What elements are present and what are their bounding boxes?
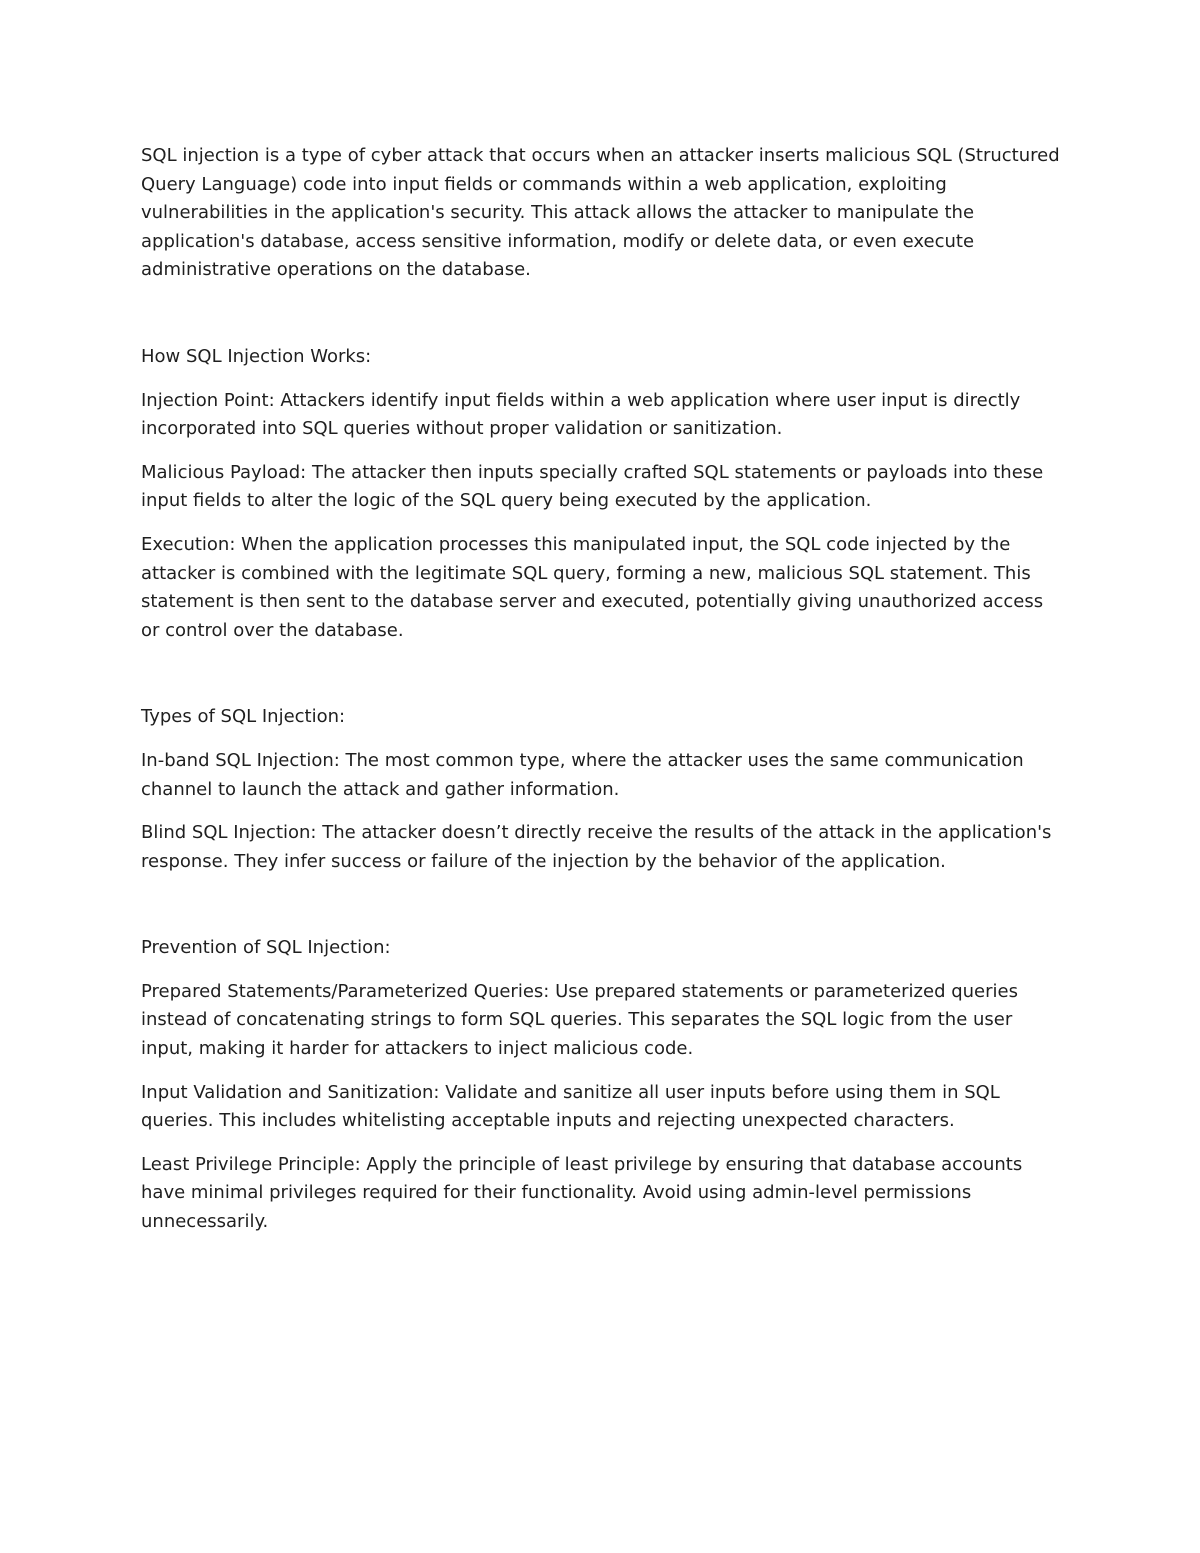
section-how-it-works	[141, 343, 1066, 645]
paragraph-malicious-payload: Malicious Payload: The attacker then inputs specially crafted SQL statements or payloads into these input fields to alter the logic of the SQL query being executed by the application.	[141, 461, 1044, 512]
section-heading: Prevention of SQL Injection:	[141, 937, 391, 959]
paragraph-in-band: In-band SQL Injection: The most common type, where the attacker uses the same communication channel to launch the attack and gather information.	[141, 749, 1024, 800]
paragraph-blind: Blind SQL Injection: The attacker doesn’t directly receive the results of the attack in the application's response. They infer success or failure of the injection by the behavior of the application.	[141, 822, 1052, 872]
section-spacer	[141, 645, 1066, 703]
section-spacer	[141, 285, 1066, 343]
intro-paragraph: SQL injection is a type of cyber attack that occurs when an attacker inserts malicious SQL (Structured Query Language) code into input fields or commands within a web application, exploiting vulnerabilities in the application's security. This attack allows the attacker to manipulate the application's database, access sensitive information, modify or delete data, or even execute administrative operations on the database.	[141, 145, 1060, 281]
paragraph-prepared-statements: Prepared Statements/Parameterized Queries: Use prepared statements or parameterized queries instead of concatenating strings to form SQL queries. This separates the SQL logic from the user input, making it harder for attackers to inject malicious code.	[141, 980, 1018, 1060]
paragraph-least-privilege: Least Privilege Principle: Apply the principle of least privilege by ensuring that database accounts have minimal privileges required for their functionality. Avoid using admin-level permissions unnecessarily.	[141, 1153, 1023, 1233]
paragraph-input-validation: Input Validation and Sanitization: Validate and sanitize all user inputs before using them in SQL queries. This includes whitelisting acceptable inputs and rejecting unexpected characters.	[141, 1081, 1000, 1132]
document-body	[141, 142, 1066, 1237]
section-prevention	[141, 934, 1066, 1236]
section-types	[141, 703, 1066, 876]
section-heading: Types of SQL Injection:	[141, 706, 346, 728]
paragraph-injection-point: Injection Point: Attackers identify input fields within a web application where user input is directly incorporated into SQL queries without proper validation or sanitization.	[141, 389, 1021, 440]
section-spacer	[141, 876, 1066, 934]
section-heading: How SQL Injection Works:	[141, 345, 372, 367]
paragraph-execution: Execution: When the application processes this manipulated input, the SQL code injected by the attacker is combined with the legitimate SQL query, forming a new, malicious SQL statement. This statement is then sent to the database server and executed, potentially giving unauthorized access or control over the database.	[141, 533, 1044, 641]
